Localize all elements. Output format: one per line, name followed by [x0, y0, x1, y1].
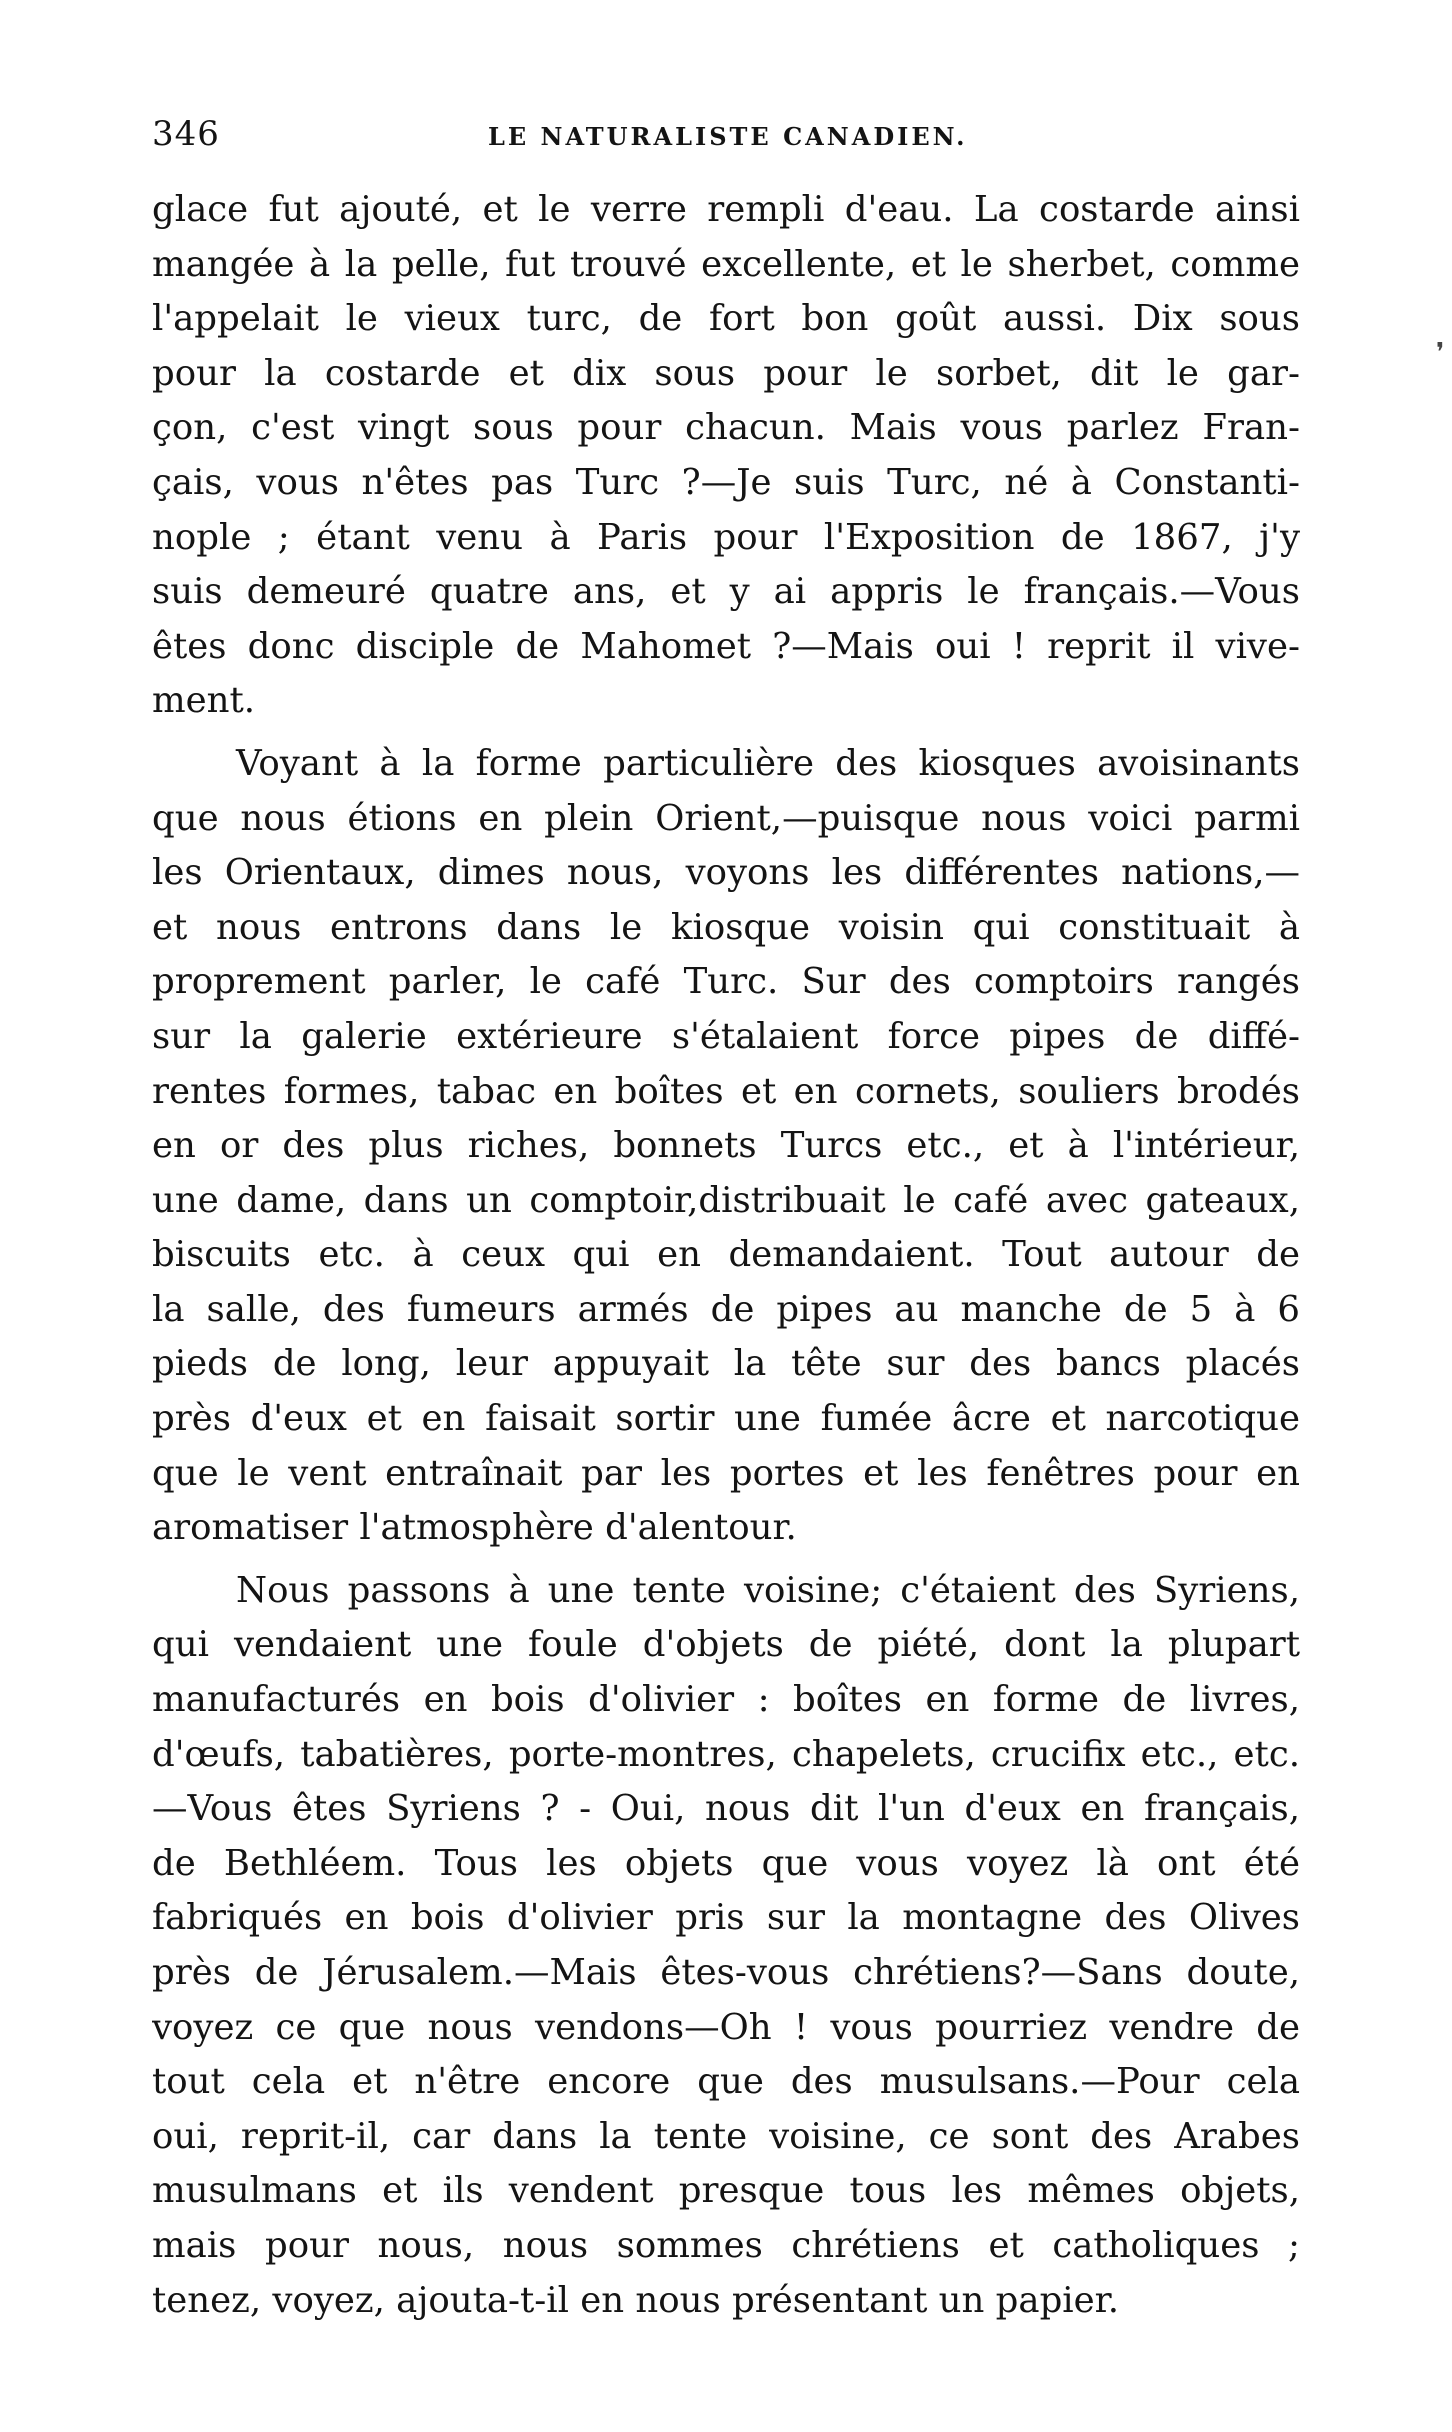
text-line: l'appelait le vieux turc, de fort bon goût aussi. Dix sous — [152, 298, 1300, 340]
text-line: qui vendaient une foule d'objets de piété, dont la plupart — [152, 1624, 1300, 1666]
text-line: çais, vous n'êtes pas Turc ?—Je suis Turc, né à Constanti- — [152, 461, 1300, 503]
text-line: êtes donc disciple de Mahomet ?—Mais oui ! reprit il vive- — [152, 625, 1300, 667]
text-line: pour la costarde et dix sous pour le sorbet, dit le gar- — [152, 352, 1300, 394]
page-header — [152, 114, 1302, 164]
text-line: pieds de long, leur appuyait la tête sur des bancs placés — [152, 1343, 1300, 1385]
text-line: aromatiser l'atmosphère d'alentour. — [152, 1507, 797, 1549]
text-line: que le vent entraînait par les portes et les fenêtres pour en — [152, 1452, 1300, 1494]
text-line: les Orientaux, dimes nous, voyons les différentes nations,— — [152, 852, 1300, 894]
text-line: —Vous êtes Syriens ? - Oui, nous dit l'un d'eux en français, — [152, 1788, 1300, 1830]
text-line: une dame, dans un comptoir,distribuait le café avec gateaux, — [152, 1179, 1300, 1221]
text-line: de Bethléem. Tous les objets que vous voyez là ont été — [152, 1842, 1300, 1884]
text-line: oui, reprit-il, car dans la tente voisine, ce sont des Arabes — [152, 2115, 1300, 2157]
margin-speck: ❜ — [1436, 338, 1445, 368]
text-line: voyez ce que nous vendons—Oh ! vous pourriez vendre de — [152, 2006, 1300, 2048]
text-line: ment. — [152, 680, 256, 722]
text-line: proprement parler, le café Turc. Sur des comptoirs rangés — [152, 961, 1300, 1003]
text-line: tout cela et n'être encore que des musulsans.—Pour cela — [152, 2061, 1300, 2103]
paragraph-2 — [152, 737, 1300, 1556]
text-line: près de Jérusalem.—Mais êtes-vous chrétiens?—Sans doute, — [152, 1952, 1300, 1993]
text-line: tenez, voyez, ajouta-t-il en nous présentant un papier. — [152, 2279, 1120, 2321]
text-line: Nous passons à une tente voisine; c'étaient des Syriens, — [236, 1569, 1300, 1611]
text-line: et nous entrons dans le kiosque voisin qui constituait à — [152, 906, 1300, 948]
text-line: la salle, des fumeurs armés de pipes au manche de 5 à 6 — [152, 1288, 1300, 1330]
text-line: suis demeuré quatre ans, et y ai appris le français.—Vous — [152, 571, 1300, 613]
text-line: çon, c'est vingt sous pour chacun. Mais vous parlez Fran- — [152, 407, 1300, 449]
running-head: LE NATURALISTE CANADIEN. — [488, 122, 968, 151]
text-line: glace fut ajouté, et le verre rempli d'eau. La costarde ainsi — [152, 189, 1300, 230]
text-line: rentes formes, tabac en boîtes et en cornets, souliers brodés — [152, 1070, 1300, 1112]
text-line: près d'eux et en faisait sortir une fumée âcre et narcotique — [152, 1398, 1300, 1440]
paragraph-1 — [152, 183, 1300, 729]
paragraph-3 — [152, 1564, 1300, 2328]
text-line: manufacturés en bois d'olivier : boîtes en forme de livres, — [152, 1679, 1300, 1721]
text-line: Voyant à la forme particulière des kiosques avoisinants — [236, 742, 1300, 784]
text-line: en or des plus riches, bonnets Turcs etc., et à l'intérieur, — [152, 1125, 1300, 1167]
text-line: biscuits etc. à ceux qui en demandaient. Tout autour de — [152, 1234, 1300, 1276]
text-line: mais pour nous, nous sommes chrétiens et catholiques ; — [152, 2224, 1300, 2266]
text-line: sur la galerie extérieure s'étalaient force pipes de diffé- — [152, 1015, 1300, 1057]
text-line: mangée à la pelle, fut trouvé excellente, et le sherbet, comme — [152, 243, 1300, 285]
text-line: d'œufs, tabatières, porte-montres, chapelets, crucifix etc., etc. — [152, 1733, 1300, 1775]
text-line: fabriqués en bois d'olivier pris sur la montagne des Olives — [152, 1897, 1300, 1939]
text-line: musulmans et ils vendent presque tous les mêmes objets, — [152, 2170, 1300, 2212]
page-number: 346 — [152, 114, 220, 154]
text-line: que nous étions en plein Orient,—puisque nous voici parmi — [152, 797, 1300, 839]
body-text — [152, 183, 1300, 2328]
text-line: nople ; étant venu à Paris pour l'Exposition de 1867, j'y — [152, 516, 1300, 558]
